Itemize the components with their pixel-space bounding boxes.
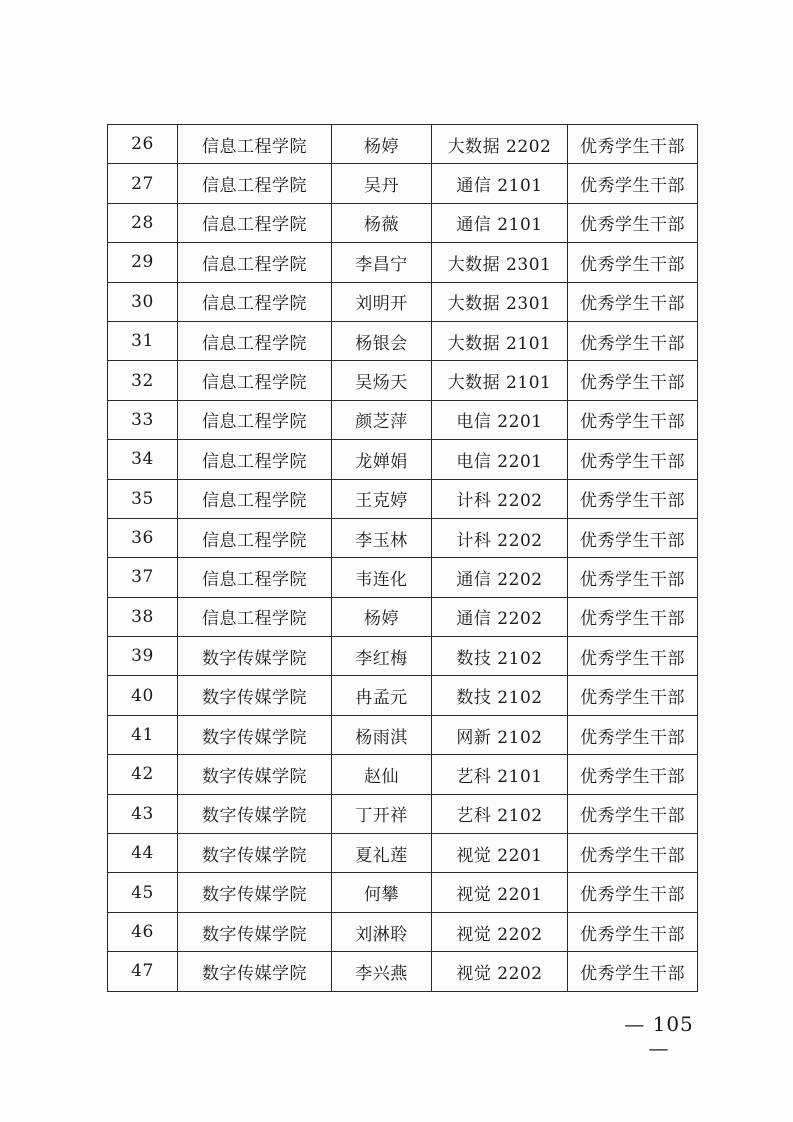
- class-cell: 艺科 2101: [432, 755, 568, 794]
- award-roster-table: [107, 124, 698, 992]
- row-number-cell: 40: [108, 676, 178, 715]
- row-number-cell: 31: [108, 321, 178, 360]
- table-row: [108, 676, 698, 715]
- award-cell: 优秀学生干部: [568, 361, 698, 400]
- student-name-cell: 李兴燕: [332, 952, 432, 991]
- row-number-cell: 32: [108, 361, 178, 400]
- row-number-cell: 39: [108, 637, 178, 676]
- college-cell: 信息工程学院: [178, 597, 332, 636]
- table-row: [108, 164, 698, 203]
- award-cell: 优秀学生干部: [568, 755, 698, 794]
- class-cell: 网新 2102: [432, 715, 568, 754]
- student-name-cell: 韦连化: [332, 558, 432, 597]
- award-cell: 优秀学生干部: [568, 597, 698, 636]
- college-cell: 信息工程学院: [178, 440, 332, 479]
- class-cell: 计科 2202: [432, 518, 568, 557]
- table-row: [108, 243, 698, 282]
- college-cell: 信息工程学院: [178, 164, 332, 203]
- award-cell: 优秀学生干部: [568, 400, 698, 439]
- college-cell: 数字传媒学院: [178, 794, 332, 833]
- college-cell: 信息工程学院: [178, 361, 332, 400]
- award-cell: 优秀学生干部: [568, 164, 698, 203]
- class-cell: 大数据 2301: [432, 243, 568, 282]
- table-row: [108, 479, 698, 518]
- table-row: [108, 834, 698, 873]
- roster-table-body: [108, 125, 698, 992]
- award-cell: 优秀学生干部: [568, 558, 698, 597]
- row-number-cell: 44: [108, 834, 178, 873]
- class-cell: 大数据 2101: [432, 361, 568, 400]
- row-number-cell: 41: [108, 715, 178, 754]
- student-name-cell: 龙婵娟: [332, 440, 432, 479]
- award-cell: 优秀学生干部: [568, 282, 698, 321]
- college-cell: 数字传媒学院: [178, 637, 332, 676]
- row-number-cell: 29: [108, 243, 178, 282]
- college-cell: 数字传媒学院: [178, 834, 332, 873]
- award-cell: 优秀学生干部: [568, 676, 698, 715]
- student-name-cell: 丁开祥: [332, 794, 432, 833]
- college-cell: 信息工程学院: [178, 282, 332, 321]
- class-cell: 通信 2202: [432, 597, 568, 636]
- table-row: [108, 518, 698, 557]
- row-number-cell: 26: [108, 125, 178, 164]
- college-cell: 数字传媒学院: [178, 873, 332, 912]
- college-cell: 信息工程学院: [178, 558, 332, 597]
- row-number-cell: 36: [108, 518, 178, 557]
- table-row: [108, 321, 698, 360]
- row-number-cell: 38: [108, 597, 178, 636]
- college-cell: 数字传媒学院: [178, 755, 332, 794]
- student-name-cell: 刘淋聆: [332, 912, 432, 951]
- table-row: [108, 282, 698, 321]
- student-name-cell: 李红梅: [332, 637, 432, 676]
- award-cell: 优秀学生干部: [568, 321, 698, 360]
- class-cell: 数技 2102: [432, 637, 568, 676]
- college-cell: 信息工程学院: [178, 400, 332, 439]
- college-cell: 信息工程学院: [178, 321, 332, 360]
- student-name-cell: 杨银会: [332, 321, 432, 360]
- row-number-cell: 27: [108, 164, 178, 203]
- table-row: [108, 558, 698, 597]
- student-name-cell: 刘明开: [332, 282, 432, 321]
- award-cell: 优秀学生干部: [568, 912, 698, 951]
- row-number-cell: 42: [108, 755, 178, 794]
- class-cell: 大数据 2101: [432, 321, 568, 360]
- award-cell: 优秀学生干部: [568, 518, 698, 557]
- class-cell: 通信 2202: [432, 558, 568, 597]
- student-name-cell: 杨雨淇: [332, 715, 432, 754]
- award-cell: 优秀学生干部: [568, 203, 698, 242]
- student-name-cell: 杨薇: [332, 203, 432, 242]
- page-number: — 105 —: [624, 1012, 694, 1060]
- student-name-cell: 杨婷: [332, 125, 432, 164]
- college-cell: 信息工程学院: [178, 243, 332, 282]
- student-name-cell: 李玉林: [332, 518, 432, 557]
- row-number-cell: 46: [108, 912, 178, 951]
- class-cell: 大数据 2301: [432, 282, 568, 321]
- college-cell: 数字传媒学院: [178, 676, 332, 715]
- award-cell: 优秀学生干部: [568, 479, 698, 518]
- student-name-cell: 李昌宁: [332, 243, 432, 282]
- table-row: [108, 440, 698, 479]
- row-number-cell: 47: [108, 952, 178, 991]
- student-name-cell: 杨婷: [332, 597, 432, 636]
- row-number-cell: 37: [108, 558, 178, 597]
- student-name-cell: 夏礼莲: [332, 834, 432, 873]
- award-cell: 优秀学生干部: [568, 637, 698, 676]
- row-number-cell: 35: [108, 479, 178, 518]
- table-row: [108, 125, 698, 164]
- table-row: [108, 400, 698, 439]
- award-cell: 优秀学生干部: [568, 794, 698, 833]
- award-cell: 优秀学生干部: [568, 952, 698, 991]
- college-cell: 信息工程学院: [178, 203, 332, 242]
- award-cell: 优秀学生干部: [568, 243, 698, 282]
- row-number-cell: 28: [108, 203, 178, 242]
- college-cell: 信息工程学院: [178, 125, 332, 164]
- class-cell: 视觉 2202: [432, 912, 568, 951]
- award-cell: 优秀学生干部: [568, 715, 698, 754]
- college-cell: 数字传媒学院: [178, 715, 332, 754]
- college-cell: 信息工程学院: [178, 479, 332, 518]
- class-cell: 大数据 2202: [432, 125, 568, 164]
- college-cell: 数字传媒学院: [178, 912, 332, 951]
- table-row: [108, 637, 698, 676]
- table-row: [108, 203, 698, 242]
- class-cell: 计科 2202: [432, 479, 568, 518]
- row-number-cell: 45: [108, 873, 178, 912]
- award-cell: 优秀学生干部: [568, 440, 698, 479]
- class-cell: 艺科 2102: [432, 794, 568, 833]
- student-name-cell: 赵仙: [332, 755, 432, 794]
- student-name-cell: 颜芝萍: [332, 400, 432, 439]
- award-cell: 优秀学生干部: [568, 125, 698, 164]
- table-row: [108, 794, 698, 833]
- table-row: [108, 912, 698, 951]
- student-name-cell: 吴丹: [332, 164, 432, 203]
- table-row: [108, 952, 698, 991]
- award-cell: 优秀学生干部: [568, 834, 698, 873]
- row-number-cell: 30: [108, 282, 178, 321]
- class-cell: 电信 2201: [432, 440, 568, 479]
- table-row: [108, 715, 698, 754]
- class-cell: 视觉 2201: [432, 834, 568, 873]
- student-name-cell: 吴炀天: [332, 361, 432, 400]
- class-cell: 通信 2101: [432, 203, 568, 242]
- class-cell: 数技 2102: [432, 676, 568, 715]
- row-number-cell: 34: [108, 440, 178, 479]
- row-number-cell: 43: [108, 794, 178, 833]
- table-row: [108, 755, 698, 794]
- table-row: [108, 361, 698, 400]
- college-cell: 信息工程学院: [178, 518, 332, 557]
- class-cell: 视觉 2202: [432, 952, 568, 991]
- award-cell: 优秀学生干部: [568, 873, 698, 912]
- class-cell: 电信 2201: [432, 400, 568, 439]
- table-row: [108, 873, 698, 912]
- row-number-cell: 33: [108, 400, 178, 439]
- college-cell: 数字传媒学院: [178, 952, 332, 991]
- student-name-cell: 冉孟元: [332, 676, 432, 715]
- student-name-cell: 王克婷: [332, 479, 432, 518]
- class-cell: 通信 2101: [432, 164, 568, 203]
- class-cell: 视觉 2201: [432, 873, 568, 912]
- student-name-cell: 何攀: [332, 873, 432, 912]
- table-row: [108, 597, 698, 636]
